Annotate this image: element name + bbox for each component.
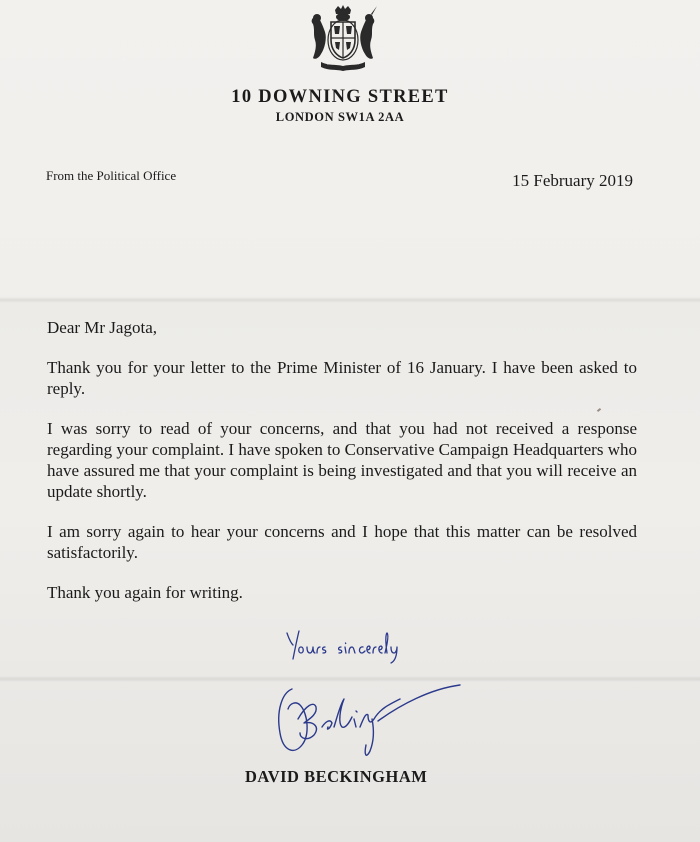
- letter-date: 15 February 2019: [512, 171, 633, 190]
- paragraph: Thank you again for writing.: [47, 583, 243, 602]
- sender-office: From the Political Office: [46, 168, 177, 183]
- letterhead: [190, 86, 490, 125]
- royal-coat-of-arms-icon: [305, 4, 381, 72]
- paper-fold: [0, 297, 700, 303]
- paragraph: I was sorry to read of your concerns, and that you had not received a response regarding your complaint. I have spoken to Conservative Campaign Headquarters who have assured me that your complaint is being investigated and that you will receive an update shortly.: [47, 419, 637, 501]
- salutation: Dear Mr Jagota,: [47, 318, 157, 337]
- handwritten-closing: [283, 625, 423, 665]
- letter-body: [47, 317, 637, 622]
- letterhead-city: LONDON SW1A 2AA: [275, 110, 405, 124]
- signature: [270, 675, 470, 760]
- signatory-name: DAVID BECKINGHAM: [245, 767, 428, 786]
- paragraph: Thank you for your letter to the Prime Minister of 16 January. I have been asked to reply.: [47, 358, 637, 398]
- letterhead-street: 10 DOWNING STREET: [231, 87, 449, 107]
- paragraph: I am sorry again to hear your concerns and I hope that this matter can be resolved satisfactorily.: [47, 522, 637, 562]
